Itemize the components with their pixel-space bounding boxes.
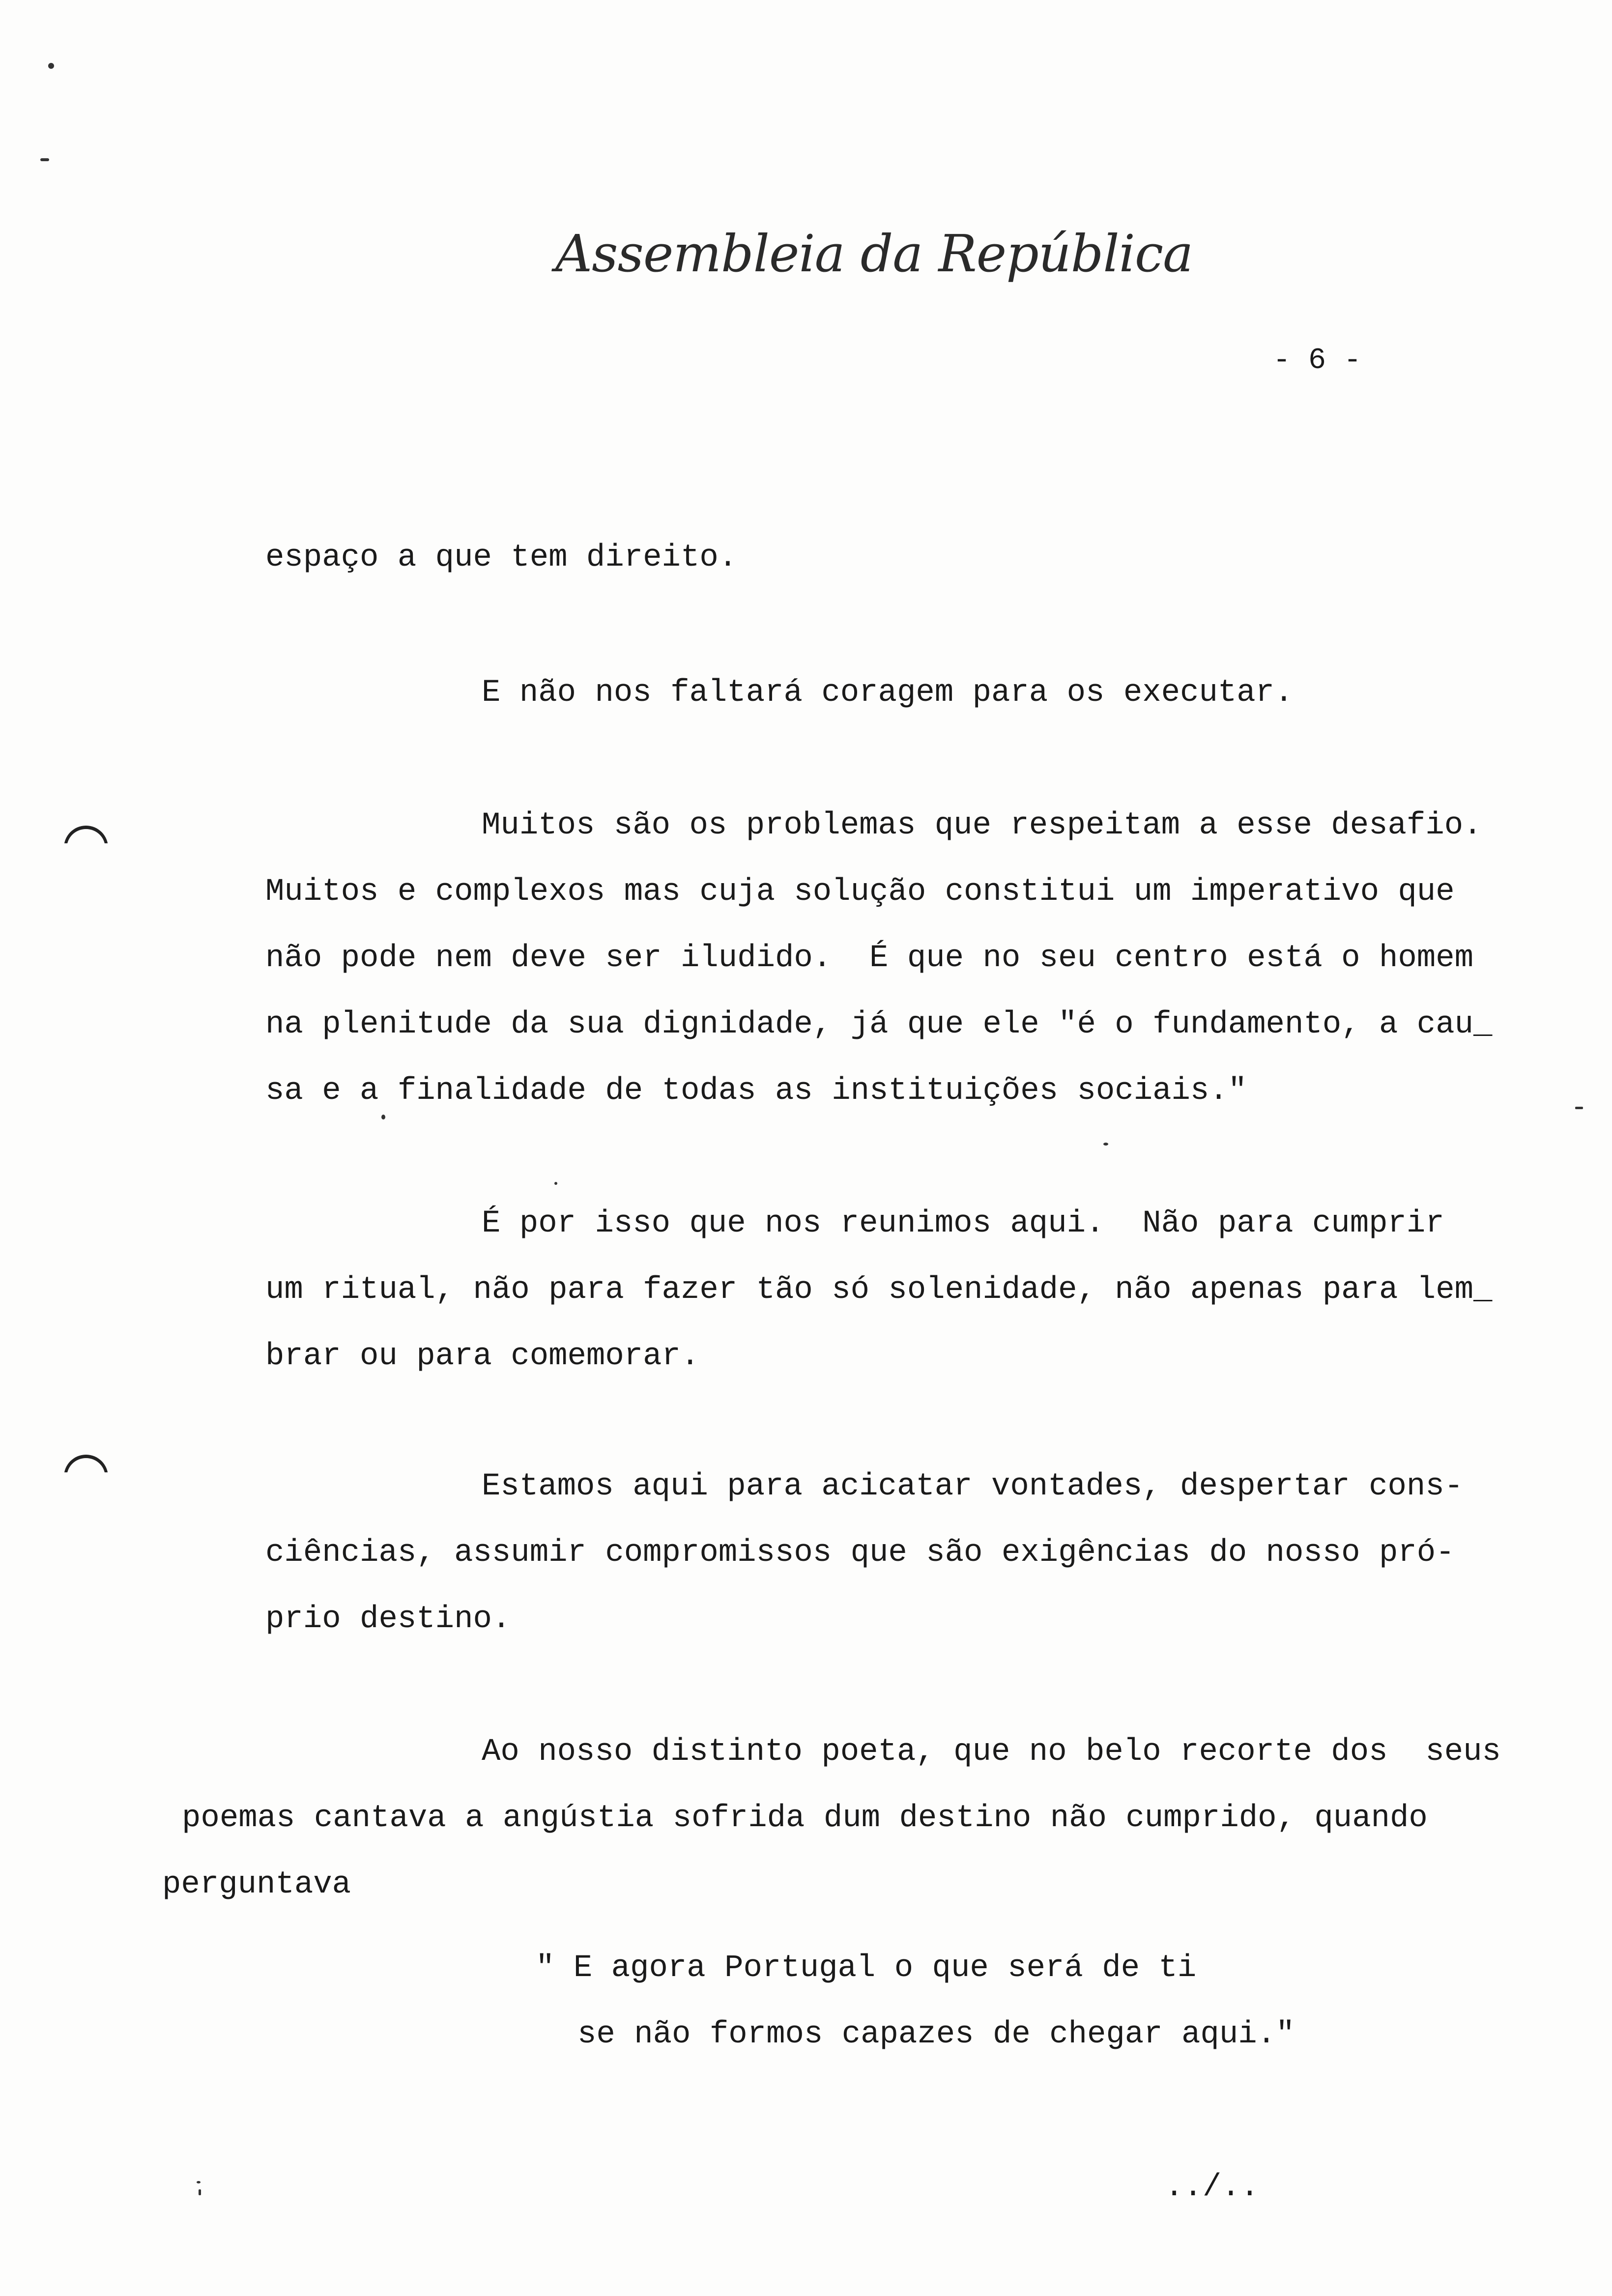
text-line: ciências, assumir compromissos que são exigências do nosso pró- <box>265 1535 1455 1571</box>
speck-mark <box>1575 1107 1583 1109</box>
speck-mark <box>40 158 49 161</box>
text-line: É por isso que nos reunimos aqui. Não para cumprir <box>482 1206 1444 1241</box>
letterhead-assembleia: Assembleia da República <box>555 224 1193 284</box>
speck-mark <box>48 63 54 69</box>
text-line: brar ou para comemorar. <box>265 1339 700 1374</box>
text-line: sa e a finalidade de todas as instituições sociais." <box>265 1073 1247 1109</box>
text-line: prio destino. <box>265 1602 511 1637</box>
speck-mark <box>199 2189 201 2195</box>
text-line: não pode nem deve ser iludido. É que no seu centro está o homem <box>265 941 1473 976</box>
quote-line: " E agora Portugal o que será de ti <box>536 1951 1197 1986</box>
punch-hole-bottom <box>64 1455 108 1484</box>
speck-mark <box>554 1182 557 1185</box>
text-line: Estamos aqui para acicatar vontades, despertar cons- <box>482 1469 1464 1504</box>
text-line: poemas cantava a angústia sofrida dum destino não cumprido, quando <box>182 1801 1428 1836</box>
text-line: espaço a que tem direito. <box>265 540 738 575</box>
continuation-mark: ../.. <box>1165 2170 1260 2205</box>
text-line: um ritual, não para fazer tão só solenidade, não apenas para lem_ <box>265 1272 1493 1308</box>
text-line: Muitos são os problemas que respeitam a esse desafio. <box>482 808 1482 843</box>
text-line: perguntava <box>162 1867 351 1902</box>
page-number: - 6 - <box>1273 344 1362 377</box>
text-line: E não nos faltará coragem para os executar. <box>482 675 1294 711</box>
quote-line: se não formos capazes de chegar aqui." <box>577 2017 1295 2052</box>
text-line: Muitos e complexos mas cuja solução constitui um imperativo que <box>265 874 1455 910</box>
punch-hole-top <box>64 826 108 855</box>
speck-mark <box>381 1115 385 1119</box>
speck-mark <box>1103 1143 1108 1146</box>
speck-mark <box>197 2181 201 2183</box>
text-line: na plenitude da sua dignidade, já que ele "é o fundamento, a cau_ <box>265 1007 1493 1042</box>
text-line: Ao nosso distinto poeta, que no belo recorte dos seus <box>482 1734 1501 1770</box>
